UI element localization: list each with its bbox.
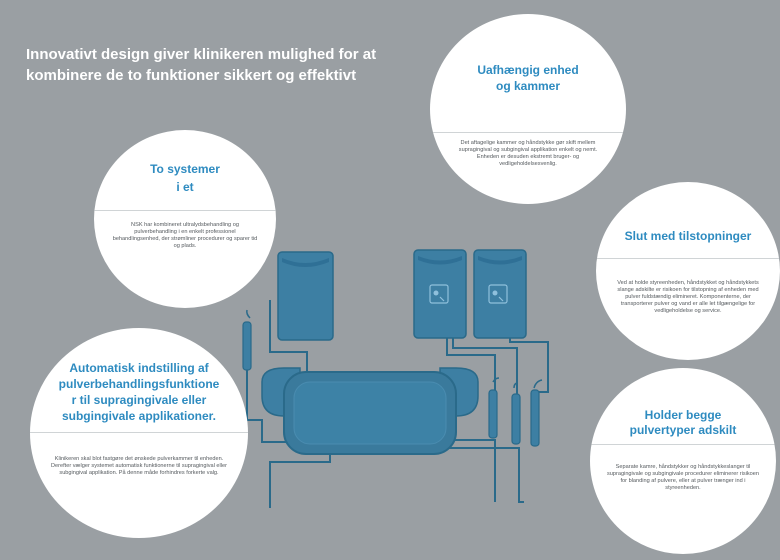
bubble-title: Holder begge pulvertyper adskilt: [629, 408, 737, 437]
left-powder-chamber: [278, 252, 333, 340]
bubble-body: Det aftagelige kammer og håndstykke gør skift mellem supragingival og subgingival applikation enkelt og nemt. Enheden er desuden ekstremt bruger- og vedligeholdelsesvenlig.: [458, 140, 598, 167]
bubble-no-clogging: [596, 182, 780, 360]
bubble-body: Separate kamre, håndstykker og håndstykkeslanger til supragingivale og subgingivale procedurer eliminerer risikoen for blanding af pulvere, eller at pulver trænger ind i styreenheden.: [606, 464, 760, 491]
bubble-title: To systemer i et: [150, 162, 220, 194]
bubble-body: NSK har kombineret ultralydsbehandling og pulverbehandling i en enkelt professionel behandlingsenhed, der strømliner procedurer og sparer tid og plads.: [112, 222, 258, 249]
bubble-title: Slut med tilstopninger: [624, 229, 752, 243]
divider: [596, 258, 780, 259]
bubble-body: Ved at holde styreenheden, håndstykket og håndstykkets slange adskilte er risikoen for tilstopning af enheden med pulver fuldstændig elimineret. Komponenterne, der transporterer pulver og vand er alle let tilgængelige for vedligeholdelse og service.: [617, 280, 759, 314]
bubble-title: Automatisk indstilling af pulverbehandlingsfunktione r til supragingivale eller subgingivale applikationer.: [58, 361, 220, 423]
bubble-two-systems: [94, 130, 276, 308]
divider: [94, 210, 276, 211]
bubble-body: Klinikeren skal blot fastgøre det ønskede pulverkammer til enheden. Derefter vælger systemet automatisk funktionerne til supragingival eller subgingival applikation. På denne måde forhindres forkerte valg.: [51, 456, 227, 476]
bubble-separate-powders: [590, 368, 776, 554]
control-unit: [262, 368, 478, 454]
right-powder-chamber-2: [474, 250, 526, 338]
bubble-independent-unit: [430, 14, 626, 204]
right-handpiece: [531, 380, 542, 446]
divider: [430, 132, 626, 133]
headline: Innovativt design giver klinikeren mulighed for at kombinere de to funktioner sikkert og effektivt: [26, 46, 377, 84]
divider: [30, 432, 248, 433]
bubble-auto-setting: [30, 328, 248, 538]
right-powder-chamber-1: [414, 250, 466, 338]
bubble-title: Uafhængig enhed og kammer: [477, 63, 579, 93]
divider: [590, 444, 776, 445]
